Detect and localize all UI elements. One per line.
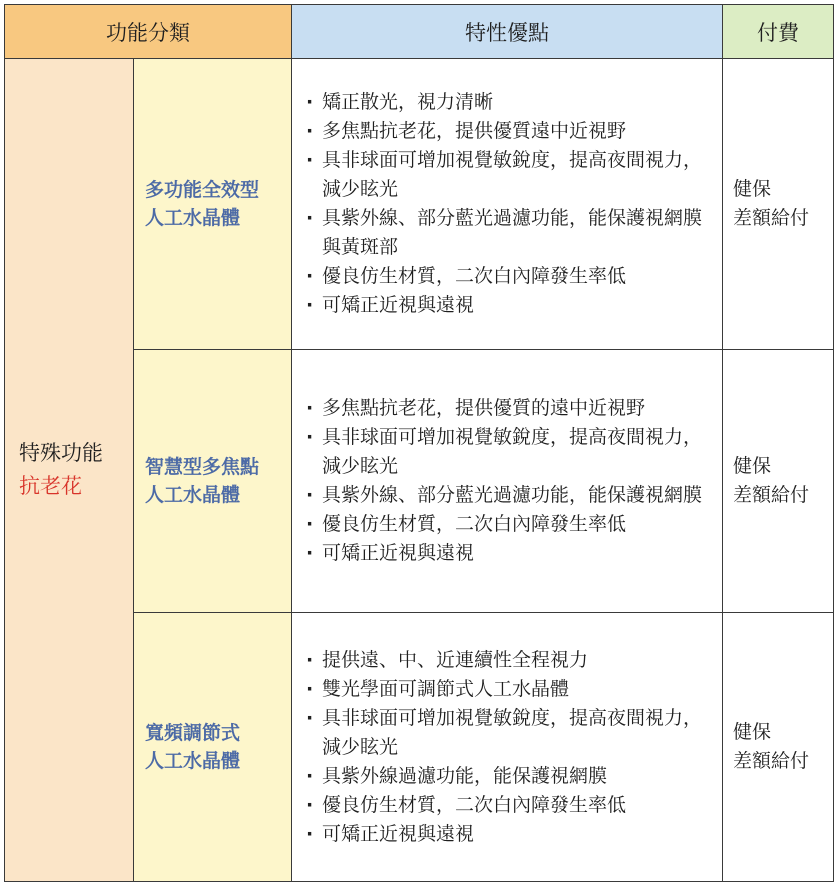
lens-type-name-sub: 人工水晶體: [145, 484, 241, 506]
lens-type-cell: [134, 350, 292, 613]
feature-item: · 優良仿生材質，二次白內障發生率低: [304, 791, 716, 820]
header-features: 特性優點: [292, 5, 723, 59]
lens-type-cell: [134, 613, 292, 882]
fee-line-1: 健保: [733, 178, 772, 200]
feature-item: · 多焦點抗老花，提供優質的遠中近視野: [304, 394, 716, 423]
features-cell: [292, 350, 723, 613]
features-list: [304, 646, 716, 849]
fee-cell: [723, 59, 834, 350]
feature-item: · 具紫外線過濾功能，能保護視網膜: [304, 762, 716, 791]
header-fee: 付費: [723, 5, 834, 59]
feature-item: · 多焦點抗老花，提供優質遠中近視野: [304, 117, 716, 146]
header-function-category: 功能分類: [5, 5, 292, 59]
feature-item: · 可矯正近視與遠視: [304, 820, 716, 849]
lens-type-name: 寬頻調節式: [145, 722, 241, 744]
lens-type-name-sub: 人工水晶體: [145, 207, 241, 229]
feature-item: · 具非球面可增加視覺敏銳度，提高夜間視力，減少眩光: [304, 146, 716, 204]
feature-item: · 雙光學面可調節式人工水晶體: [304, 675, 716, 704]
fee-line-1: 健保: [733, 721, 772, 743]
lens-comparison-table: [4, 4, 834, 882]
fee-cell: [723, 613, 834, 882]
feature-item: · 具非球面可增加視覺敏銳度，提高夜間視力，減少眩光: [304, 704, 716, 762]
fee-line-2: 差額給付: [733, 207, 810, 229]
feature-item: · 矯正散光，視力清晰: [304, 88, 716, 117]
header-row: [5, 5, 834, 59]
fee-line-1: 健保: [733, 455, 772, 477]
category-cell: [5, 59, 134, 882]
feature-item: · 可矯正近視與遠視: [304, 291, 716, 320]
features-cell: [292, 613, 723, 882]
feature-item: · 具紫外線、部分藍光過濾功能，能保護視網膜: [304, 481, 716, 510]
feature-item: · 優良仿生材質，二次白內障發生率低: [304, 510, 716, 539]
lens-type-name-sub: 人工水晶體: [145, 750, 241, 772]
feature-item: · 提供遠、中、近連續性全程視力: [304, 646, 716, 675]
feature-item: · 優良仿生材質，二次白內障發生率低: [304, 262, 716, 291]
category-label: 特殊功能: [19, 441, 103, 465]
table-row: [5, 59, 834, 350]
lens-type-name: 多功能全效型: [145, 179, 260, 201]
feature-item: · 具紫外線、部分藍光過濾功能，能保護視網膜與黃斑部: [304, 204, 716, 262]
features-list: [304, 394, 716, 568]
features-list: [304, 88, 716, 320]
features-cell: [292, 59, 723, 350]
fee-cell: [723, 350, 834, 613]
feature-item: · 可矯正近視與遠視: [304, 539, 716, 568]
fee-line-2: 差額給付: [733, 750, 810, 772]
lens-type-cell: [134, 59, 292, 350]
category-highlight: 抗老花: [19, 474, 82, 498]
feature-item: · 具非球面可增加視覺敏銳度，提高夜間視力，減少眩光: [304, 423, 716, 481]
lens-type-name: 智慧型多焦點: [145, 456, 260, 478]
fee-line-2: 差額給付: [733, 484, 810, 506]
